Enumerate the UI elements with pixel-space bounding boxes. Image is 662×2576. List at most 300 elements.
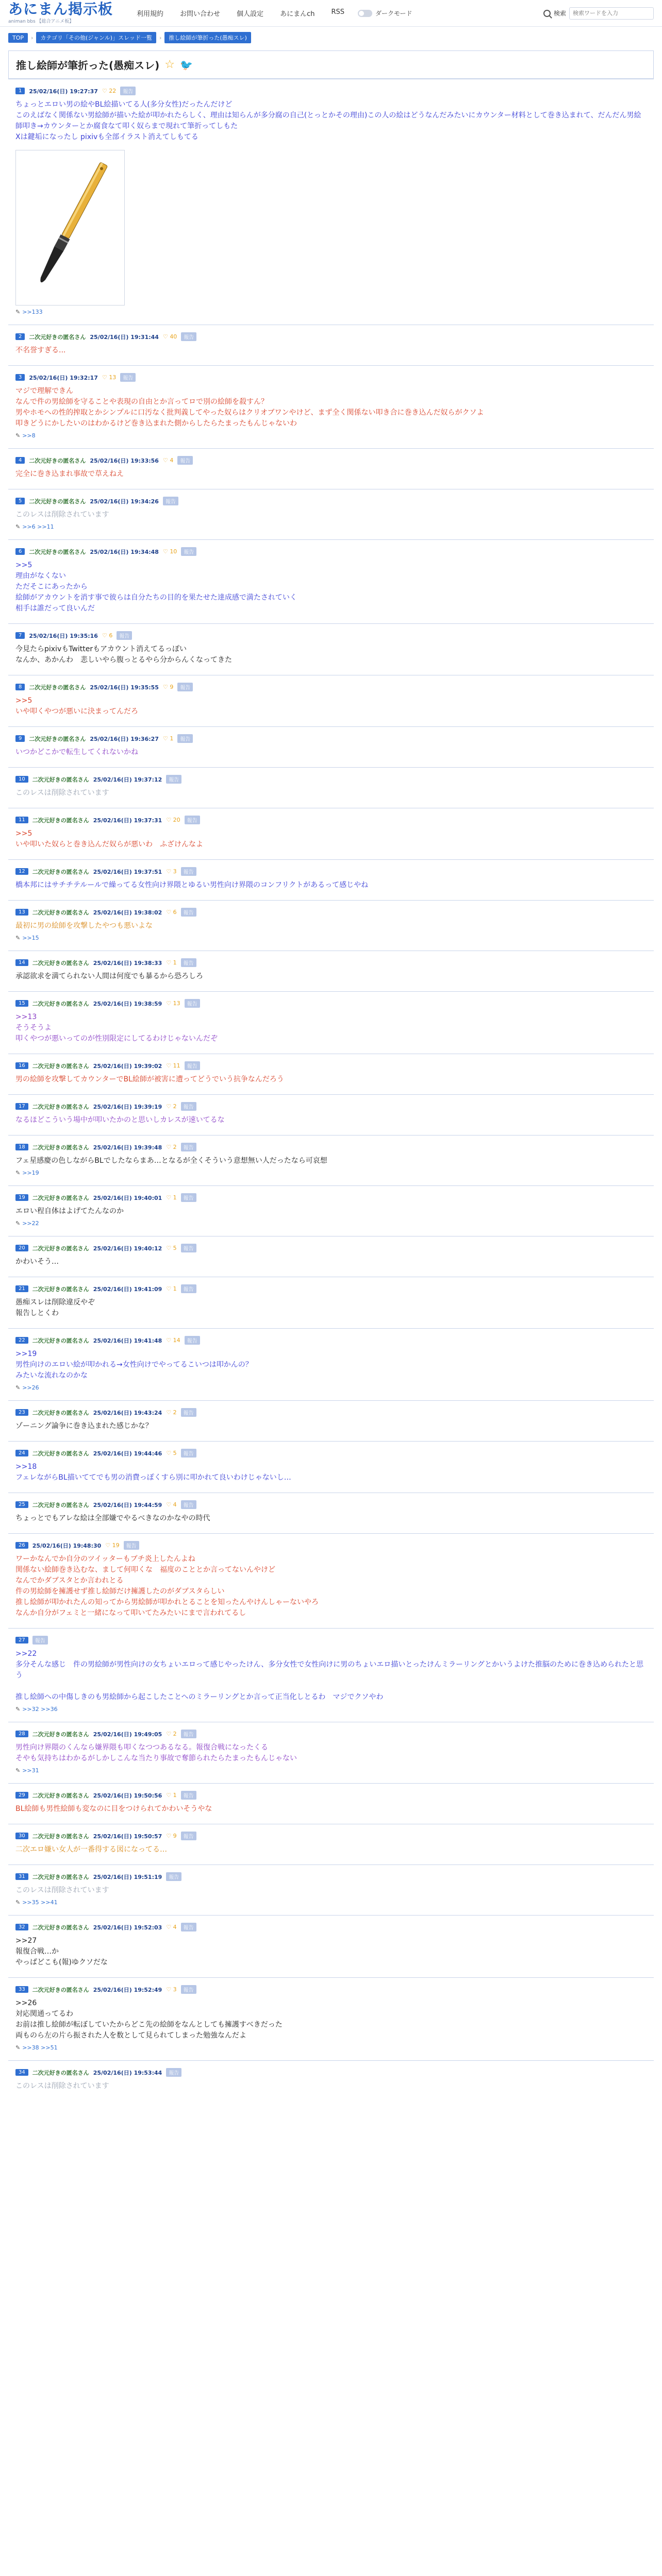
brush-icon	[16, 150, 124, 305]
report-tag[interactable]: 報告	[181, 1985, 196, 1994]
heart-icon: ♡	[162, 457, 170, 464]
reply-text[interactable]: >>133	[22, 309, 43, 315]
report-tag[interactable]: 報告	[120, 373, 136, 382]
post-number[interactable]: 31	[15, 1873, 28, 1880]
post-body: 愚痴スレは削除違反やぞ 報告しとくわ	[15, 1298, 95, 1317]
reply-text[interactable]: >>8	[22, 432, 36, 439]
post-number[interactable]: 12	[15, 868, 28, 875]
poster-name: 二次元好きの匿名さん	[32, 1924, 89, 1931]
post	[8, 365, 654, 448]
post-number[interactable]: 10	[15, 776, 28, 783]
like-number: 1	[173, 959, 177, 966]
poster-name: 二次元好きの匿名さん	[32, 1833, 89, 1840]
nav-terms[interactable]: 利用規約	[137, 10, 164, 18]
post-header	[15, 1408, 647, 1417]
post-number[interactable]: 32	[15, 1924, 28, 1930]
post-number[interactable]: 17	[15, 1103, 28, 1110]
like-number: 11	[173, 1062, 180, 1069]
heart-icon: ♡	[166, 868, 173, 875]
report-tag[interactable]: 報告	[181, 908, 196, 917]
post-body: エロい程自体はよげてたんなのか	[15, 1207, 124, 1215]
report-tag[interactable]: 報告	[181, 332, 196, 341]
like-count[interactable]	[166, 1062, 180, 1069]
post-header	[15, 1730, 647, 1738]
reply-links[interactable]	[15, 432, 647, 439]
report-tag[interactable]: 報告	[181, 1791, 196, 1800]
post-header	[15, 999, 647, 1008]
reply-links[interactable]	[15, 1899, 647, 1906]
report-tag[interactable]: 報告	[181, 1143, 196, 1151]
report-tag[interactable]: 報告	[166, 2068, 181, 2077]
heart-icon: ♡	[162, 548, 170, 555]
post-number[interactable]: 18	[15, 1144, 28, 1150]
post-header	[15, 1244, 647, 1252]
report-tag[interactable]: 報告	[181, 958, 196, 967]
post-number[interactable]: 22	[15, 1337, 28, 1344]
like-number: 4	[173, 1501, 177, 1508]
reply-icon: ✎	[15, 432, 21, 439]
post-header	[15, 1336, 647, 1345]
like-number: 5	[173, 1450, 177, 1456]
like-number: 3	[173, 1986, 177, 1993]
poster-name: 二次元好きの匿名さん	[29, 548, 86, 555]
post	[8, 1400, 654, 1441]
post-header	[15, 456, 647, 465]
reply-links[interactable]	[15, 1706, 647, 1713]
like-count[interactable]	[163, 457, 173, 464]
like-number: 1	[173, 1194, 177, 1201]
post-number[interactable]: 21	[15, 1285, 28, 1292]
post-header	[15, 1791, 647, 1800]
heart-icon: ♡	[166, 1501, 173, 1508]
reply-links[interactable]	[15, 1767, 647, 1774]
post	[8, 1493, 654, 1533]
post-number[interactable]: 34	[15, 2069, 28, 2076]
poster-name: 二次元好きの匿名さん	[32, 1731, 89, 1738]
post	[8, 1441, 654, 1493]
post-body: >>5 いや叩いた奴らと巻き込んだ奴らが悪いわ ふざけんなよ	[15, 829, 203, 849]
report-tag[interactable]: 報告	[177, 683, 193, 691]
like-count[interactable]	[166, 817, 180, 823]
reply-links[interactable]	[15, 1384, 647, 1391]
like-number: 6	[173, 909, 177, 916]
like-count[interactable]	[163, 735, 173, 742]
post	[8, 951, 654, 991]
like-number: 9	[170, 684, 174, 690]
like-count[interactable]	[163, 548, 177, 555]
post-body: >>19 男性向けのエロい絵が叩かれる→女性向けでやってるこいつは叩かんの？ みたいな流れなのかな	[15, 1350, 253, 1380]
reply-links[interactable]	[15, 1170, 647, 1176]
breadcrumb-category[interactable]: カテゴリ「その他(ジャンル)」スレッド一覧	[36, 32, 156, 43]
heart-icon: ♡	[102, 632, 109, 639]
like-count[interactable]	[166, 1144, 176, 1150]
post-date: 25/02/16(日) 19:36:27	[90, 735, 159, 742]
reply-text[interactable]: >>6 >>11	[22, 523, 54, 530]
post-number[interactable]: 3	[15, 374, 25, 381]
nav-rss[interactable]: RSS	[331, 8, 344, 16]
post-number[interactable]: 13	[15, 909, 28, 916]
post-number[interactable]: 19	[15, 1194, 28, 1201]
post-body: >>22 多分そんな感じ 件の男絵師が男性向けの女ちょいエロって感じやったけん、多分女性で女性向けに男のちょいエロ描いとったけんミラーリングとかいうよけた推脳のために巻き込められたと思う 推し絵師への中傷しきのも男絵師から起こしたことへのミラーリングとか言って正当化しとるわ マジでクソやわ	[15, 1650, 643, 1701]
post-number[interactable]: 24	[15, 1450, 28, 1456]
post-number[interactable]: 29	[15, 1792, 28, 1799]
post-number[interactable]: 11	[15, 817, 28, 823]
heart-icon: ♡	[166, 1103, 173, 1110]
like-count[interactable]	[166, 1501, 176, 1508]
like-count[interactable]	[166, 1924, 176, 1930]
post-header	[15, 87, 647, 95]
poster-name: 二次元好きの匿名さん	[32, 909, 89, 916]
post-number[interactable]: 28	[15, 1731, 28, 1737]
post-body: ゾーニング論争に巻き込まれた感じかな？	[15, 1422, 153, 1430]
like-count[interactable]	[166, 1450, 176, 1456]
nav-settings[interactable]: 個人設定	[237, 10, 264, 18]
post-date: 25/02/16(日) 19:52:03	[93, 1924, 162, 1931]
logo-subtitle: animan bbs 【総合アニメ板】	[8, 19, 74, 24]
like-count[interactable]	[166, 1245, 176, 1251]
search-icon[interactable]	[543, 10, 551, 17]
post-number[interactable]: 14	[15, 959, 28, 966]
like-count[interactable]	[163, 333, 177, 340]
post-date: 25/02/16(日) 19:34:48	[90, 548, 159, 555]
breadcrumb-top[interactable]: TOP	[8, 33, 28, 43]
post-number[interactable]: 9	[15, 735, 25, 742]
post-body: 男の絵師を攻撃してカウンターでBL絵師が被害に遭ってどうでいう抗争なんだろう	[15, 1075, 284, 1083]
post	[8, 623, 654, 675]
poster-name: 二次元好きの匿名さん	[32, 1450, 89, 1457]
post-header	[15, 2068, 647, 2077]
post-body: ちょっとでもアレな絵は全部嫌でやるべきなのかなやの時代	[15, 1514, 210, 1522]
post-number[interactable]: 1	[15, 88, 25, 94]
post-header	[15, 908, 647, 917]
like-number: 1	[170, 735, 174, 742]
post-body: 完全に巻き込まれ事故で草えねえ	[15, 470, 124, 478]
reply-text[interactable]: >>31	[22, 1767, 39, 1774]
post-number[interactable]: 6	[15, 548, 25, 555]
post-header	[15, 497, 647, 505]
post	[8, 767, 654, 808]
report-tag[interactable]: 報告	[177, 734, 193, 743]
post-body: >>27 報復合戦…か やっぱどこも(報)ゆクソだな	[15, 1937, 108, 1967]
poster-name: 二次元好きの匿名さん	[32, 817, 89, 824]
report-tag[interactable]: 報告	[185, 816, 200, 824]
post-header	[15, 631, 647, 640]
like-count[interactable]	[102, 88, 116, 94]
like-number: 1	[173, 1792, 177, 1799]
report-tag[interactable]: 報告	[117, 631, 132, 640]
like-number: 4	[173, 1924, 177, 1930]
poster-name: 二次元好きの匿名さん	[32, 868, 89, 875]
breadcrumb-separator: ›	[31, 34, 34, 41]
post-body: マジで理解できん なんで件の男絵師を守ることや表現の自由とか言ってロで別の絵師を殺すん？ 男やホモへの性的搾取とかシンプルに口汚なく批判義してやった奴らはクリオブワンやけど、まず全く関係ない叩き合に巻き込んだ奴らがクソよ 叩きどうにかしたいのはわかるけど巻き込まれた側からしたらたまったもんじゃないわ	[15, 387, 484, 428]
reply-text[interactable]: >>38 >>51	[22, 2044, 58, 2051]
like-number: 2	[173, 1103, 177, 1110]
poster-name: 二次元好きの匿名さん	[32, 2069, 89, 2076]
report-tag[interactable]: 報告	[181, 1284, 196, 1293]
like-count[interactable]	[166, 959, 176, 966]
reply-text[interactable]: >>35 >>41	[22, 1899, 58, 1906]
like-number: 10	[170, 548, 177, 555]
post-date: 25/02/16(日) 19:37:51	[93, 868, 162, 875]
post-list	[0, 79, 662, 2101]
heart-icon: ♡	[166, 1000, 173, 1007]
post-number[interactable]: 15	[15, 1000, 28, 1007]
post-header	[15, 1193, 647, 1202]
poster-name: 二次元好きの匿名さん	[32, 959, 89, 967]
like-number: 22	[109, 88, 117, 94]
post-header	[15, 1449, 647, 1458]
post-body: 橋本邦にはサチチテルールで繰ってる女性向け界隈とゆるい男性向け界隈のコンフリクトがあるって感じやね	[15, 881, 369, 889]
reply-icon: ✎	[15, 309, 21, 315]
post	[8, 2060, 654, 2101]
post-date: 25/02/16(日) 19:27:37	[29, 88, 98, 95]
like-number: 5	[173, 1245, 177, 1251]
site-logo[interactable]	[8, 2, 113, 24]
reply-links[interactable]	[15, 523, 647, 530]
poster-name: 二次元好きの匿名さん	[32, 1337, 89, 1344]
reply-links[interactable]	[15, 309, 647, 315]
star-icon[interactable]: ☆	[164, 58, 175, 71]
post-number[interactable]: 30	[15, 1833, 28, 1839]
post-body: BL絵師も男性絵師も変なのに目をつけられてかわいそうやな	[15, 1805, 212, 1813]
breadcrumb-thread[interactable]: 推し絵師が筆折った(愚痴スレ)	[164, 32, 251, 43]
reply-icon: ✎	[15, 523, 21, 530]
post-header	[15, 1636, 647, 1645]
report-tag[interactable]: 報告	[181, 547, 196, 556]
report-tag[interactable]: 報告	[166, 1872, 181, 1881]
post	[8, 1135, 654, 1185]
like-count[interactable]	[166, 1986, 176, 1993]
post-number[interactable]: 16	[15, 1062, 28, 1069]
like-count[interactable]	[166, 909, 176, 916]
nav-animanch[interactable]: あにまんch	[280, 10, 315, 18]
heart-icon: ♡	[166, 1245, 173, 1251]
post-body: いつかどこかで転生してくれないかね	[15, 748, 138, 756]
like-number: 19	[112, 1542, 120, 1549]
reply-icon: ✎	[15, 1220, 21, 1227]
report-tag[interactable]: 報告	[181, 1102, 196, 1111]
post	[8, 1824, 654, 1865]
report-tag[interactable]: 報告	[181, 1408, 196, 1417]
like-count[interactable]	[166, 1833, 176, 1839]
post-header	[15, 683, 647, 691]
poster-name: 二次元好きの匿名さん	[29, 457, 86, 464]
report-tag[interactable]: 報告	[181, 1193, 196, 1202]
reply-text[interactable]: >>32 >>36	[22, 1706, 58, 1713]
search-input[interactable]	[569, 7, 654, 20]
heart-icon: ♡	[166, 1144, 173, 1150]
post	[8, 859, 654, 900]
dark-mode-toggle[interactable]	[358, 9, 412, 18]
post-number[interactable]: 5	[15, 498, 25, 504]
reply-icon: ✎	[15, 1767, 21, 1774]
like-count[interactable]	[105, 1542, 119, 1549]
post-body: このレスは削除されています	[15, 1886, 109, 1894]
post-body: 最初に男の絵師を攻撃したやつも悪いよな	[15, 922, 153, 930]
post-date: 25/02/16(日) 19:33:56	[90, 457, 159, 464]
post-date: 25/02/16(日) 19:39:02	[93, 1062, 162, 1070]
like-count[interactable]	[166, 868, 176, 875]
report-tag[interactable]: 報告	[177, 456, 193, 465]
poster-name: 二次元好きの匿名さん	[32, 776, 89, 783]
like-count[interactable]	[166, 1285, 176, 1292]
post	[8, 1628, 654, 1722]
like-number: 3	[173, 868, 177, 875]
brush-image[interactable]	[15, 150, 125, 306]
heart-icon: ♡	[166, 1924, 173, 1930]
reply-icon: ✎	[15, 1170, 21, 1176]
post-date: 25/02/16(日) 19:44:59	[93, 1501, 162, 1509]
post-date: 25/02/16(日) 19:53:44	[93, 2069, 162, 2076]
post-date: 25/02/16(日) 19:31:44	[90, 333, 159, 341]
report-tag[interactable]: 報告	[181, 1500, 196, 1509]
post-number[interactable]: 26	[15, 1542, 28, 1549]
post-body: >>5 いや叩くやつが悪いに決まってんだろ	[15, 697, 138, 716]
post-date: 25/02/16(日) 19:38:59	[93, 1000, 162, 1007]
like-count[interactable]	[166, 1000, 180, 1007]
thread-title-box	[8, 50, 654, 79]
search-label: 検索	[553, 10, 566, 17]
like-count[interactable]	[102, 632, 112, 639]
like-count[interactable]	[166, 1731, 176, 1737]
post-header	[15, 1923, 647, 1931]
post	[8, 726, 654, 767]
post-number[interactable]: 27	[15, 1637, 28, 1643]
post-body: >>18 フェレながらBL描いててでも男の消費っぽくすら別に叩かれて良いわけじゃないし…	[15, 1463, 291, 1482]
post-header	[15, 1541, 647, 1550]
post-body: >>26 対応関通ってるわ お前は推し絵師が転ぼしていたからどこ先の絵師をなんとしても擁護すべきだった 両ものら左の片ら振された人を数として見られてしまった勉強なんだよ	[15, 1999, 283, 2040]
heart-icon: ♡	[166, 1194, 173, 1201]
report-tag[interactable]: 報告	[181, 1449, 196, 1458]
post-number[interactable]: 8	[15, 684, 25, 690]
breadcrumb	[0, 27, 662, 45]
post-body: このレスは削除されています	[15, 2082, 109, 2090]
post-date: 25/02/16(日) 19:43:24	[93, 1409, 162, 1416]
heart-icon: ♡	[102, 374, 109, 381]
post	[8, 79, 654, 325]
poster-name: 二次元好きの匿名さん	[32, 1144, 89, 1151]
post-body: このレスは削除されています	[15, 789, 109, 797]
like-number: 1	[173, 1285, 177, 1292]
report-tag[interactable]: 報告	[185, 999, 200, 1008]
post	[8, 1783, 654, 1824]
post-date: 25/02/16(日) 19:49:05	[93, 1731, 162, 1738]
dark-mode-label: ダークモード	[375, 10, 412, 17]
like-count[interactable]	[163, 684, 173, 690]
reply-icon: ✎	[15, 1899, 21, 1906]
heart-icon: ♡	[162, 333, 170, 340]
report-tag[interactable]: 報告	[181, 867, 196, 876]
heart-icon: ♡	[162, 684, 170, 690]
main-nav	[128, 5, 353, 21]
post-body: 男性向け界隈のくんなら嫌界隈も叩くなつつあるなる。報復合戦になったくる そやも気持ちはわかるがしかしこんな当たり事故で奪節られたらたまったもんじゃない	[15, 1743, 297, 1762]
heart-icon: ♡	[166, 817, 173, 823]
post	[8, 1865, 654, 1915]
report-tag[interactable]: 報告	[124, 1541, 139, 1550]
like-number: 40	[170, 333, 177, 340]
post-header	[15, 373, 647, 382]
report-tag[interactable]: 報告	[181, 1832, 196, 1840]
like-count[interactable]	[166, 1194, 176, 1201]
reply-links[interactable]	[15, 1220, 647, 1227]
reply-text[interactable]: >>26	[22, 1384, 39, 1391]
report-tag[interactable]: 報告	[181, 1244, 196, 1252]
reply-text[interactable]: >>19	[22, 1170, 39, 1176]
post	[8, 1533, 654, 1628]
like-number: 20	[173, 817, 180, 823]
post-number[interactable]: 4	[15, 457, 25, 464]
post-header	[15, 1872, 647, 1881]
heart-icon: ♡	[166, 1450, 173, 1456]
poster-name: 二次元好きの匿名さん	[32, 1501, 89, 1509]
poster-name: 二次元好きの匿名さん	[29, 333, 86, 341]
like-number: 4	[170, 457, 174, 464]
post-header	[15, 775, 647, 784]
post-number[interactable]: 2	[15, 333, 25, 340]
like-number: 13	[173, 1000, 180, 1007]
post-body: 不名誉すぎる...	[15, 346, 66, 354]
post-number[interactable]: 23	[15, 1409, 28, 1416]
post-number[interactable]: 20	[15, 1245, 28, 1251]
nav-contact[interactable]: お問い合わせ	[180, 10, 221, 18]
post-date: 25/02/16(日) 19:38:33	[93, 959, 162, 967]
heart-icon: ♡	[166, 909, 173, 916]
heart-icon: ♡	[166, 1062, 173, 1069]
twitter-icon[interactable]: 🐦	[180, 58, 193, 71]
reply-icon: ✎	[15, 1384, 21, 1391]
heart-icon: ♡	[166, 1792, 173, 1799]
post-date: 25/02/16(日) 19:41:09	[93, 1285, 162, 1293]
report-tag[interactable]: 報告	[163, 497, 178, 505]
reply-icon: ✎	[15, 2044, 21, 2051]
post-header	[15, 547, 647, 556]
reply-links[interactable]	[15, 935, 647, 941]
reply-links[interactable]	[15, 2044, 647, 2051]
post-header	[15, 958, 647, 967]
reply-text[interactable]: >>15	[22, 935, 39, 941]
post-number[interactable]: 25	[15, 1501, 28, 1508]
report-tag[interactable]: 報告	[32, 1636, 48, 1645]
like-count[interactable]	[102, 374, 116, 381]
toggle-switch[interactable]	[358, 10, 372, 17]
post-date: 25/02/16(日) 19:39:19	[93, 1103, 162, 1110]
report-tag[interactable]: 報告	[181, 1730, 196, 1738]
post-number[interactable]: 33	[15, 1986, 28, 1993]
like-count[interactable]	[166, 1409, 176, 1416]
like-count[interactable]	[166, 1337, 180, 1344]
report-tag[interactable]: 報告	[181, 1923, 196, 1931]
post-body: 二次エロ嫌い女人が一番得する図になってる…	[15, 1845, 167, 1854]
post-number[interactable]: 7	[15, 632, 25, 639]
poster-name: 二次元好きの匿名さん	[32, 1194, 89, 1201]
post-date: 25/02/16(日) 19:50:57	[93, 1833, 162, 1840]
report-tag[interactable]: 報告	[185, 1061, 200, 1070]
post-date: 25/02/16(日) 19:52:49	[93, 1986, 162, 1993]
post	[8, 675, 654, 726]
report-tag[interactable]: 報告	[185, 1336, 200, 1345]
heart-icon: ♡	[166, 1337, 173, 1344]
post-header	[15, 1985, 647, 1994]
post-header	[15, 1061, 647, 1070]
reply-text[interactable]: >>22	[22, 1220, 39, 1227]
like-number: 6	[109, 632, 113, 639]
post-date: 25/02/16(日) 19:50:56	[93, 1792, 162, 1799]
report-tag[interactable]: 報告	[166, 775, 181, 784]
like-count[interactable]	[166, 1792, 176, 1799]
report-tag[interactable]: 報告	[120, 87, 136, 95]
poster-name: 二次元好きの匿名さん	[29, 735, 86, 742]
like-count[interactable]	[166, 1103, 176, 1110]
